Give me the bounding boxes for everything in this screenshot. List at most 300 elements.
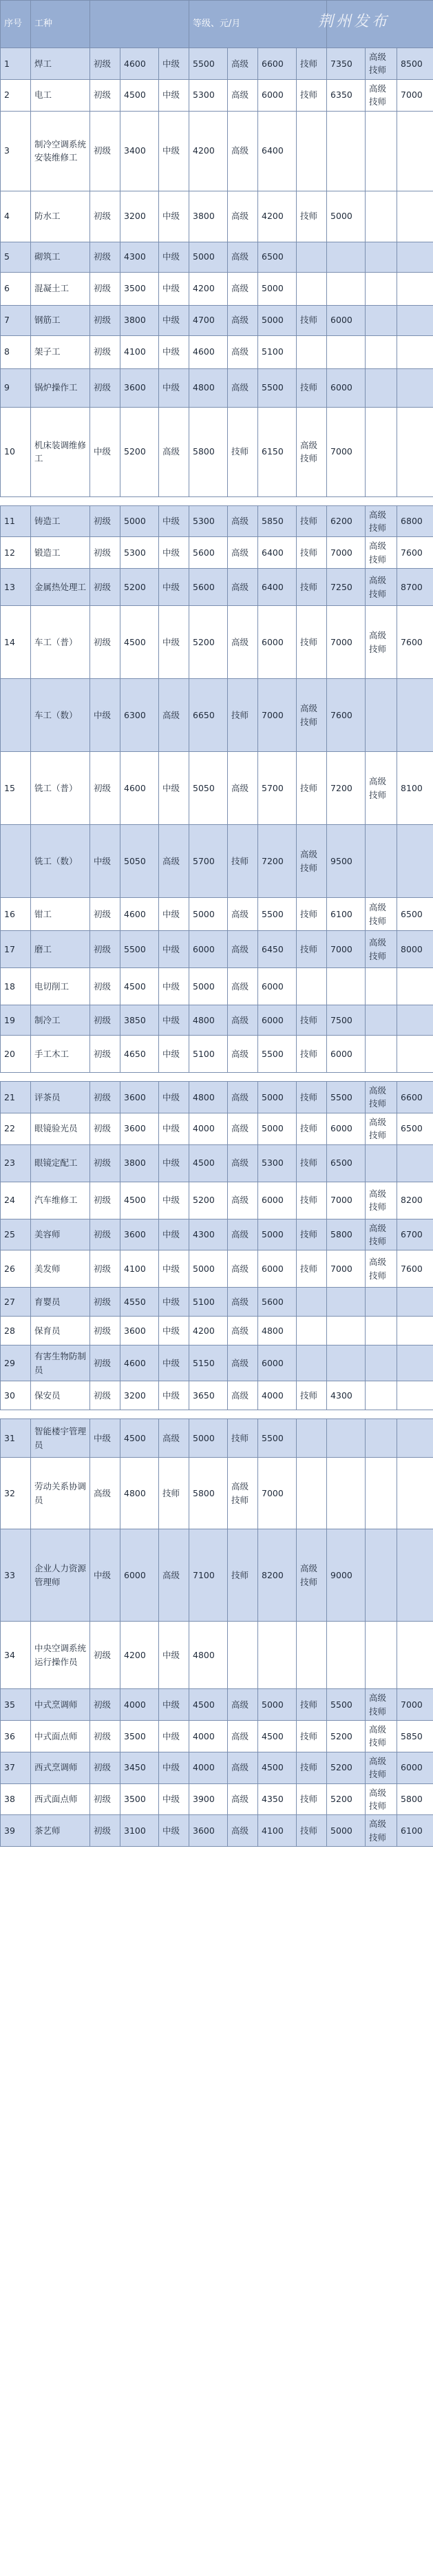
grade-level: 中级 <box>90 825 120 898</box>
grade-level: 中级 <box>159 1288 189 1317</box>
grade-wage <box>397 305 433 335</box>
grade-wage: 4350 <box>258 1783 297 1815</box>
grade-wage: 6500 <box>397 1113 433 1144</box>
grade-wage: 5700 <box>189 825 228 898</box>
grade-level: 技师 <box>297 1219 327 1250</box>
grade-wage: 5200 <box>327 1783 366 1815</box>
grade-level <box>366 191 397 242</box>
grade-level: 高级 <box>159 1419 189 1458</box>
grade-level: 高级 <box>228 1005 258 1036</box>
grade-wage: 3400 <box>120 111 159 191</box>
job-name: 铣工（普） <box>31 752 90 825</box>
row-number: 7 <box>1 305 31 335</box>
grade-wage <box>327 272 366 305</box>
grade-level: 初级 <box>90 1783 120 1815</box>
grade-wage: 5500 <box>258 368 297 407</box>
grade-level: 高级 <box>90 1458 120 1529</box>
grade-level <box>366 335 397 368</box>
grade-wage <box>397 272 433 305</box>
row-number: 27 <box>1 1288 31 1317</box>
job-name: 锅炉操作工 <box>31 368 90 407</box>
grade-wage: 9500 <box>327 825 366 898</box>
table-row <box>1 898 433 931</box>
grade-level: 中级 <box>159 79 189 111</box>
grade-wage: 4300 <box>327 1381 366 1410</box>
table-row <box>1 191 433 242</box>
grade-wage <box>397 1288 433 1317</box>
grade-wage: 3500 <box>120 1721 159 1752</box>
header-name: 工种 <box>31 1 90 48</box>
grade-level: 技师 <box>297 1113 327 1144</box>
grade-wage: 4500 <box>120 79 159 111</box>
grade-level: 高级 <box>159 407 189 496</box>
grade-level: 高级技师 <box>228 1458 258 1529</box>
table-row <box>1 1458 433 1529</box>
job-name: 茶艺师 <box>31 1815 90 1847</box>
grade-level: 初级 <box>90 569 120 606</box>
grade-level: 技师 <box>228 1419 258 1458</box>
grade-level: 高级技师 <box>366 1815 397 1847</box>
grade-wage: 5300 <box>189 505 228 537</box>
grade-level: 技师 <box>297 79 327 111</box>
table-row <box>1 1036 433 1073</box>
grade-wage <box>397 191 433 242</box>
grade-wage: 6000 <box>189 931 228 968</box>
job-name: 机床装调维修工 <box>31 407 90 496</box>
row-number: 10 <box>1 407 31 496</box>
grade-level: 初级 <box>90 1721 120 1752</box>
grade-level: 技师 <box>297 1082 327 1113</box>
grade-wage <box>327 1345 366 1381</box>
grade-wage: 8500 <box>397 48 433 80</box>
grade-level: 初级 <box>90 242 120 272</box>
grade-wage: 3800 <box>189 191 228 242</box>
grade-wage: 5500 <box>327 1082 366 1113</box>
grade-wage: 4000 <box>189 1721 228 1752</box>
grade-level: 技师 <box>297 1144 327 1182</box>
grade-wage: 6600 <box>397 1082 433 1113</box>
grade-wage: 5050 <box>189 752 228 825</box>
row-number: 26 <box>1 1250 31 1288</box>
grade-wage <box>397 1381 433 1410</box>
grade-level: 技师 <box>297 1721 327 1752</box>
grade-wage: 5300 <box>120 537 159 569</box>
grade-wage: 4500 <box>120 606 159 679</box>
grade-level: 高级技师 <box>366 537 397 569</box>
grade-wage: 6000 <box>258 1250 297 1288</box>
grade-level: 高级技师 <box>366 1182 397 1219</box>
grade-wage: 3800 <box>120 1144 159 1182</box>
table-row <box>1 1144 433 1182</box>
grade-level: 高级 <box>228 1036 258 1073</box>
table-row <box>1 1113 433 1144</box>
row-number: 29 <box>1 1345 31 1381</box>
row-number: 20 <box>1 1036 31 1073</box>
grade-wage: 6500 <box>327 1144 366 1182</box>
grade-wage: 4800 <box>189 1082 228 1113</box>
grade-level: 高级技师 <box>366 1219 397 1250</box>
table-row <box>1 1317 433 1345</box>
grade-level: 高级 <box>228 968 258 1005</box>
grade-wage: 5300 <box>189 79 228 111</box>
grade-level <box>366 1317 397 1345</box>
row-number: 22 <box>1 1113 31 1144</box>
job-name: 劳动关系协调员 <box>31 1458 90 1529</box>
grade-level: 初级 <box>90 1752 120 1783</box>
grade-wage: 5200 <box>327 1721 366 1752</box>
grade-wage: 4300 <box>120 242 159 272</box>
grade-level: 高级技师 <box>366 505 397 537</box>
grade-wage: 4000 <box>120 1689 159 1721</box>
grade-wage: 4500 <box>120 1419 159 1458</box>
table-row <box>1 407 433 496</box>
grade-wage: 5000 <box>189 242 228 272</box>
job-name: 有害生物防制员 <box>31 1345 90 1381</box>
row-number: 39 <box>1 1815 31 1847</box>
grade-level: 高级 <box>228 79 258 111</box>
grade-level <box>366 1458 397 1529</box>
job-name: 砌筑工 <box>31 242 90 272</box>
grade-wage: 5850 <box>258 505 297 537</box>
row-number: 11 <box>1 505 31 537</box>
grade-level: 初级 <box>90 1317 120 1345</box>
grade-level: 高级 <box>159 1529 189 1622</box>
table-row <box>1 1082 433 1113</box>
grade-level: 中级 <box>159 931 189 968</box>
row-number: 24 <box>1 1182 31 1219</box>
grade-level: 高级技师 <box>297 679 327 752</box>
grade-level: 技师 <box>297 48 327 80</box>
grade-wage: 3600 <box>120 1219 159 1250</box>
row-number: 33 <box>1 1529 31 1622</box>
grade-level <box>366 111 397 191</box>
grade-level: 中级 <box>90 679 120 752</box>
grade-level: 技师 <box>297 537 327 569</box>
grade-level: 高级 <box>228 505 258 537</box>
grade-level: 高级 <box>228 1082 258 1113</box>
grade-wage: 7600 <box>327 679 366 752</box>
grade-wage: 3600 <box>120 1113 159 1144</box>
grade-wage <box>397 1005 433 1036</box>
grade-wage: 6000 <box>327 305 366 335</box>
table-row <box>1 1005 433 1036</box>
row-number: 34 <box>1 1622 31 1689</box>
grade-wage: 4600 <box>120 48 159 80</box>
grade-wage: 5500 <box>258 898 297 931</box>
row-number <box>1 679 31 752</box>
grade-level <box>366 1419 397 1458</box>
grade-wage: 5100 <box>189 1036 228 1073</box>
row-number: 23 <box>1 1144 31 1182</box>
grade-wage: 5800 <box>189 407 228 496</box>
job-name: 钳工 <box>31 898 90 931</box>
grade-wage: 5000 <box>327 191 366 242</box>
grade-level: 中级 <box>159 1005 189 1036</box>
table-row <box>1 1783 433 1815</box>
row-number: 8 <box>1 335 31 368</box>
header-grade: 等级、元/月 <box>189 1 327 48</box>
grade-wage <box>397 1622 433 1689</box>
grade-wage: 5800 <box>397 1783 433 1815</box>
section-spacer <box>1 496 433 505</box>
row-number: 1 <box>1 48 31 80</box>
job-name: 铣工（数） <box>31 825 90 898</box>
grade-wage: 6800 <box>397 505 433 537</box>
grade-wage: 5600 <box>189 569 228 606</box>
grade-wage: 9000 <box>327 1529 366 1622</box>
grade-level <box>366 1005 397 1036</box>
grade-wage: 4200 <box>189 1317 228 1345</box>
job-name: 中央空调系统运行操作员 <box>31 1622 90 1689</box>
grade-level: 中级 <box>159 505 189 537</box>
grade-wage <box>397 1036 433 1073</box>
grade-wage: 5150 <box>189 1345 228 1381</box>
grade-wage: 5000 <box>189 1419 228 1458</box>
grade-level <box>297 1317 327 1345</box>
grade-level: 技师 <box>297 1689 327 1721</box>
job-name: 车工（普） <box>31 606 90 679</box>
row-number: 36 <box>1 1721 31 1752</box>
grade-level: 高级技师 <box>366 898 397 931</box>
grade-wage: 8200 <box>397 1182 433 1219</box>
grade-level: 初级 <box>90 1250 120 1288</box>
grade-level <box>297 335 327 368</box>
grade-wage: 7000 <box>258 1458 297 1529</box>
grade-level: 初级 <box>90 1082 120 1113</box>
grade-level: 高级 <box>228 1345 258 1381</box>
grade-level: 高级 <box>228 272 258 305</box>
grade-level: 中级 <box>159 569 189 606</box>
grade-level: 高级 <box>228 898 258 931</box>
grade-wage: 5000 <box>258 1113 297 1144</box>
grade-level: 初级 <box>90 79 120 111</box>
grade-level: 技师 <box>228 407 258 496</box>
row-number: 13 <box>1 569 31 606</box>
job-name: 锻造工 <box>31 537 90 569</box>
row-number: 15 <box>1 752 31 825</box>
grade-wage: 5000 <box>189 968 228 1005</box>
grade-wage: 4500 <box>189 1144 228 1182</box>
job-name: 美发师 <box>31 1250 90 1288</box>
job-name: 防水工 <box>31 191 90 242</box>
grade-wage: 4300 <box>189 1219 228 1250</box>
table-row <box>1 1815 433 1847</box>
grade-level: 技师 <box>297 569 327 606</box>
grade-wage: 4100 <box>120 335 159 368</box>
job-name: 眼镜验光员 <box>31 1113 90 1144</box>
grade-level: 技师 <box>297 1381 327 1410</box>
table-row <box>1 1721 433 1752</box>
grade-level: 技师 <box>159 1458 189 1529</box>
grade-wage: 5850 <box>397 1721 433 1752</box>
grade-level <box>366 825 397 898</box>
grade-wage: 6600 <box>258 48 297 80</box>
grade-level: 初级 <box>90 1622 120 1689</box>
grade-level: 初级 <box>90 272 120 305</box>
grade-wage <box>327 242 366 272</box>
grade-level: 高级技师 <box>366 79 397 111</box>
grade-level: 中级 <box>159 305 189 335</box>
grade-level: 初级 <box>90 505 120 537</box>
grade-level: 中级 <box>159 242 189 272</box>
grade-level <box>366 968 397 1005</box>
grade-wage: 6000 <box>258 1005 297 1036</box>
grade-wage: 5200 <box>327 1752 366 1783</box>
grade-level: 中级 <box>159 1381 189 1410</box>
grade-level <box>366 679 397 752</box>
job-name: 企业人力资源管理师 <box>31 1529 90 1622</box>
grade-wage: 4500 <box>258 1721 297 1752</box>
job-name: 钢筋工 <box>31 305 90 335</box>
grade-wage: 4500 <box>120 1182 159 1219</box>
grade-wage: 4650 <box>120 1036 159 1073</box>
grade-level: 高级 <box>228 1144 258 1182</box>
grade-level <box>366 1622 397 1689</box>
grade-level: 高级 <box>228 1182 258 1219</box>
grade-wage <box>327 111 366 191</box>
grade-level: 高级 <box>228 1250 258 1288</box>
grade-wage: 4800 <box>189 368 228 407</box>
grade-wage: 8700 <box>397 569 433 606</box>
grade-level: 中级 <box>159 1752 189 1783</box>
grade-wage: 5800 <box>189 1458 228 1529</box>
row-number: 21 <box>1 1082 31 1113</box>
grade-wage: 4200 <box>189 272 228 305</box>
table-row <box>1 1381 433 1410</box>
grade-level: 技师 <box>297 931 327 968</box>
grade-level: 高级 <box>228 368 258 407</box>
job-name: 金属热处理工 <box>31 569 90 606</box>
grade-wage <box>327 968 366 1005</box>
row-number: 32 <box>1 1458 31 1529</box>
grade-level: 初级 <box>90 1689 120 1721</box>
grade-wage: 7250 <box>327 569 366 606</box>
grade-level: 中级 <box>90 1419 120 1458</box>
grade-level: 初级 <box>90 931 120 968</box>
grade-level: 高级 <box>228 1219 258 1250</box>
grade-wage: 3450 <box>120 1752 159 1783</box>
grade-level: 技师 <box>297 1005 327 1036</box>
table-row <box>1 1219 433 1250</box>
grade-level: 中级 <box>159 48 189 80</box>
grade-level <box>366 1345 397 1381</box>
grade-wage: 3600 <box>189 1815 228 1847</box>
grade-level: 中级 <box>159 537 189 569</box>
grade-wage: 4000 <box>189 1752 228 1783</box>
grade-wage: 5300 <box>258 1144 297 1182</box>
job-name: 电工 <box>31 79 90 111</box>
grade-wage: 7000 <box>327 407 366 496</box>
grade-level: 中级 <box>159 1783 189 1815</box>
row-number: 16 <box>1 898 31 931</box>
grade-level: 高级技师 <box>366 48 397 80</box>
grade-wage <box>258 1622 297 1689</box>
grade-level: 初级 <box>90 368 120 407</box>
grade-level: 初级 <box>90 48 120 80</box>
grade-level: 中级 <box>159 1689 189 1721</box>
header-gap <box>90 1 189 48</box>
grade-wage: 7600 <box>397 537 433 569</box>
grade-wage <box>397 1317 433 1345</box>
grade-level <box>366 272 397 305</box>
grade-wage <box>327 1458 366 1529</box>
grade-level: 中级 <box>159 606 189 679</box>
grade-level: 高级 <box>228 48 258 80</box>
grade-level: 中级 <box>159 368 189 407</box>
row-number: 35 <box>1 1689 31 1721</box>
grade-level: 初级 <box>90 968 120 1005</box>
grade-level: 技师 <box>297 1815 327 1847</box>
grade-level: 技师 <box>228 825 258 898</box>
table-row <box>1 569 433 606</box>
grade-wage: 6000 <box>258 1182 297 1219</box>
grade-level: 初级 <box>90 1036 120 1073</box>
grade-wage: 4200 <box>189 111 228 191</box>
grade-wage: 7100 <box>189 1529 228 1622</box>
grade-level: 高级 <box>228 1689 258 1721</box>
grade-wage: 5000 <box>189 1250 228 1288</box>
grade-level: 高级技师 <box>366 1783 397 1815</box>
grade-wage: 8100 <box>397 752 433 825</box>
grade-level: 中级 <box>159 1317 189 1345</box>
grade-level: 高级 <box>228 335 258 368</box>
grade-wage: 3600 <box>120 1082 159 1113</box>
grade-level <box>297 968 327 1005</box>
grade-level: 技师 <box>228 1529 258 1622</box>
grade-level: 中级 <box>159 968 189 1005</box>
grade-wage <box>397 111 433 191</box>
grade-wage: 5600 <box>258 1288 297 1317</box>
grade-wage: 6500 <box>258 242 297 272</box>
job-name: 车工（数） <box>31 679 90 752</box>
grade-wage: 6000 <box>397 1752 433 1783</box>
grade-level: 初级 <box>90 898 120 931</box>
site-logo: 荆州发布 <box>318 13 390 30</box>
job-name: 架子工 <box>31 335 90 368</box>
grade-wage <box>397 335 433 368</box>
grade-wage: 4100 <box>258 1815 297 1847</box>
table-row <box>1 1622 433 1689</box>
grade-level: 中级 <box>159 1113 189 1144</box>
job-name: 制冷工 <box>31 1005 90 1036</box>
grade-level <box>297 1622 327 1689</box>
table-row <box>1 1529 433 1622</box>
grade-wage: 4800 <box>120 1458 159 1529</box>
grade-level <box>366 1288 397 1317</box>
grade-level: 初级 <box>90 752 120 825</box>
grade-level: 中级 <box>159 335 189 368</box>
row-number: 14 <box>1 606 31 679</box>
grade-wage <box>397 1144 433 1182</box>
grade-wage <box>327 1622 366 1689</box>
grade-level: 高级 <box>228 1721 258 1752</box>
grade-wage: 4000 <box>258 1381 297 1410</box>
grade-wage: 3900 <box>189 1783 228 1815</box>
grade-level: 高级技师 <box>366 1082 397 1113</box>
grade-level: 中级 <box>159 1219 189 1250</box>
grade-level: 高级 <box>228 569 258 606</box>
row-number: 18 <box>1 968 31 1005</box>
grade-level: 高级技师 <box>366 1721 397 1752</box>
grade-wage: 6000 <box>258 79 297 111</box>
table-row <box>1 1689 433 1721</box>
table-row <box>1 335 433 368</box>
table-row <box>1 1419 433 1458</box>
grade-level <box>297 242 327 272</box>
grade-level: 技师 <box>297 1182 327 1219</box>
grade-wage: 6400 <box>258 537 297 569</box>
grade-wage: 5200 <box>120 407 159 496</box>
